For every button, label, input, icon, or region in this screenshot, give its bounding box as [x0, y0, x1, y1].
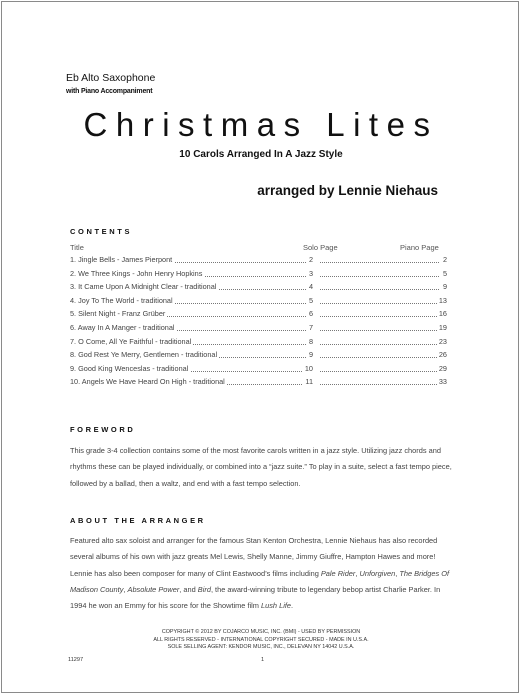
toc-row: [70, 323, 447, 337]
toc-piano-page: 26: [438, 350, 447, 360]
copyright-line: COPYRIGHT © 2012 BY COJARCO MUSIC, INC. (BMI) - USED BY PERMISSION: [161, 629, 361, 635]
about-arranger-text: [70, 533, 454, 614]
page-number: 1: [261, 657, 265, 663]
contents-heading: CONTENTS: [70, 227, 133, 236]
copyright-notice: [2, 629, 520, 652]
toc-row: [70, 364, 447, 378]
toc-row: [70, 255, 447, 269]
dot-leader: [320, 357, 439, 358]
dot-leader: [320, 276, 439, 277]
toc-title: 2. We Three Kings - John Henry Hopkins: [70, 268, 203, 278]
dot-leader: [320, 303, 439, 304]
accompaniment-label: with Piano Accompaniment: [66, 88, 153, 95]
table-of-contents: [70, 255, 447, 391]
toc-piano-page: 29: [438, 363, 447, 373]
toc-solo-page: 6: [308, 309, 313, 319]
toc-title: 5. Silent Night - Franz Grüber: [70, 309, 166, 319]
sheet-music-page: [1, 1, 519, 693]
instrument-label: Eb Alto Saxophone: [66, 72, 156, 84]
toc-solo-page: 8: [308, 336, 313, 346]
toc-title: 3. It Came Upon A Midnight Clear - traditional: [70, 282, 217, 292]
toc-title: 9. Good King Wenceslas - traditional: [70, 363, 189, 373]
film-title: Pale Rider: [320, 568, 356, 578]
catalog-number: 11297: [68, 657, 84, 663]
film-title: Bird: [197, 584, 211, 594]
dot-leader: [320, 371, 439, 372]
page-subtitle: 10 Carols Arranged In A Jazz Style: [179, 149, 343, 160]
film-title: Unforgiven: [359, 568, 396, 578]
toc-piano-page: 16: [438, 309, 447, 319]
toc-row: [70, 282, 447, 296]
dot-leader: [320, 344, 439, 345]
toc-solo-page: 9: [308, 350, 313, 360]
about-text-separator: , and: [179, 584, 198, 594]
dot-leader: [320, 262, 439, 263]
toc-solo-page: 2: [308, 255, 313, 264]
toc-row: [70, 269, 447, 283]
toc-piano-page: 19: [438, 322, 447, 332]
toc-title: 8. God Rest Ye Merry, Gentlemen - traditional: [70, 350, 218, 360]
copyright-line: SOLE SELLING AGENT: KENDOR MUSIC, INC., DELEVAN NY 14042 U.S.A.: [167, 644, 355, 651]
toc-piano-page: 2: [442, 255, 447, 264]
toc-title: 4. Joy To The World - traditional: [70, 295, 173, 305]
toc-solo-page: 10: [304, 363, 313, 373]
page-title: Christmas Lites: [83, 106, 439, 143]
toc-solo-page: 7: [308, 322, 313, 332]
about-text-separator: ,: [123, 584, 128, 594]
toc-title: 1. Jingle Bells - James Pierpont: [70, 255, 173, 264]
toc-solo-page: 11: [305, 377, 313, 387]
column-header-title: Title: [70, 243, 84, 252]
toc-row: [70, 296, 447, 310]
toc-row: [70, 350, 447, 364]
column-header-solo-page: Solo Page: [303, 243, 338, 252]
film-title: Absolute Power: [127, 584, 180, 594]
about-text-part: Featured alto sax soloist and arranger for the famous Stan Kenton Orchestra, Lennie Niehaus has also recorded several albums of his own with jazz greats Mel Lewis, Shelly Manne, Jimmy Giuffre, Hampton Hawes and more! Lennie has also been composer for many of Clint Eastwood’s films including: [70, 536, 438, 578]
toc-solo-page: 3: [308, 268, 313, 278]
about-text-part: , the award-winning tribute to legendary bebop artist Charlie Parker. In 1994 he won an Emmy for his score for the Showtime film: [70, 584, 441, 611]
toc-title: 6. Away In A Manger - traditional: [70, 322, 175, 332]
dot-leader: [320, 316, 439, 317]
about-text-separator: ,: [355, 568, 360, 578]
toc-piano-page: 5: [442, 268, 447, 278]
toc-row: [70, 377, 447, 391]
dot-leader: [320, 289, 439, 290]
toc-row: [70, 309, 447, 323]
copyright-line: ALL RIGHTS RESERVED - INTERNATIONAL COPYRIGHT SECURED - MADE IN U.S.A.: [153, 636, 369, 643]
toc-title: 7. O Come, All Ye Faithful - traditional: [70, 336, 192, 346]
toc-piano-page: 9: [442, 282, 447, 292]
film-title: Lush Life: [261, 601, 292, 611]
foreword-text: This grade 3-4 collection contains some of the most favorite carols written in a jazz style. Utilizing jazz chords and rhythms these can be played individually, or combined into a “jazz suite.” To play in a suite, select a fast tempo piece, followed by a ballad, then a waltz, and end with a fast tempo selection.: [70, 446, 452, 488]
arranger-credit: arranged by Lennie Niehaus: [257, 183, 438, 198]
film-title: The Bridges Of Madison County: [70, 568, 450, 594]
toc-piano-page: 33: [438, 377, 447, 387]
toc-title: 10. Angels We Have Heard On High - traditional: [70, 377, 225, 387]
foreword-heading: FOREWORD: [70, 425, 136, 434]
about-arranger-heading: ABOUT THE ARRANGER: [70, 516, 206, 525]
about-text-end: .: [291, 601, 294, 611]
toc-piano-page: 23: [438, 336, 447, 346]
toc-row: [70, 337, 447, 351]
toc-solo-page: 4: [308, 282, 313, 292]
about-text-separator: ,: [395, 568, 400, 578]
dot-leader: [320, 330, 439, 331]
toc-solo-page: 5: [308, 295, 313, 305]
column-header-piano-page: Piano Page: [400, 243, 439, 252]
toc-piano-page: 13: [438, 295, 447, 305]
dot-leader: [320, 384, 439, 385]
